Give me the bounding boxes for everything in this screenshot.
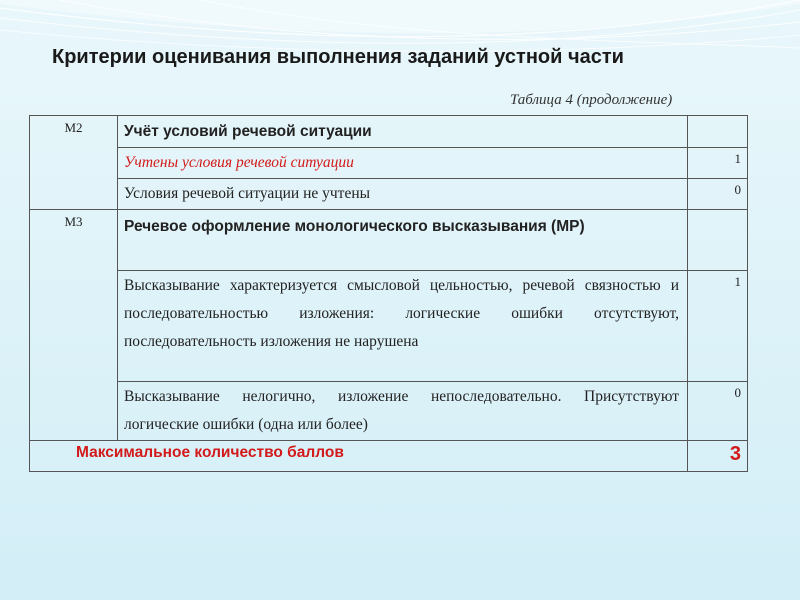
score-value: 1 (688, 148, 748, 179)
max-score-label: Максимальное количество баллов (30, 441, 688, 472)
max-score-value: 3 (688, 441, 748, 472)
criterion-name: Речевое оформление монологического высказывания (МР) (118, 210, 688, 271)
table-row (30, 441, 748, 472)
option-text: Учтены условия речевой ситуации (118, 148, 688, 179)
score-value: 0 (688, 382, 748, 441)
table-row (30, 271, 748, 382)
option-text: Условия речевой ситуации не учтены (118, 179, 688, 210)
option-text: Высказывание нелогично, изложение непоследовательно. Присутствуют логические ошибки (одна или более) (118, 382, 688, 441)
score-cell (688, 210, 748, 271)
table-row (30, 148, 748, 179)
table-row (30, 116, 748, 148)
option-text: Высказывание характеризуется смысловой цельностью, речевой связностью и последовательностью изложения: логические ошибки отсутствуют, последовательность изложения не нарушена (118, 271, 688, 382)
criterion-name: Учёт условий речевой ситуации (118, 116, 688, 148)
score-value: 1 (688, 271, 748, 382)
criterion-code: М3 (30, 210, 118, 441)
table-row (30, 179, 748, 210)
page-title: Критерии оценивания выполнения заданий устной части (52, 46, 624, 68)
table-row (30, 210, 748, 271)
table-caption: Таблица 4 (продолжение) (510, 92, 673, 108)
table-row (30, 382, 748, 441)
criterion-code: М2 (30, 116, 118, 210)
score-value: 0 (688, 179, 748, 210)
criteria-table (29, 115, 748, 472)
score-cell (688, 116, 748, 148)
